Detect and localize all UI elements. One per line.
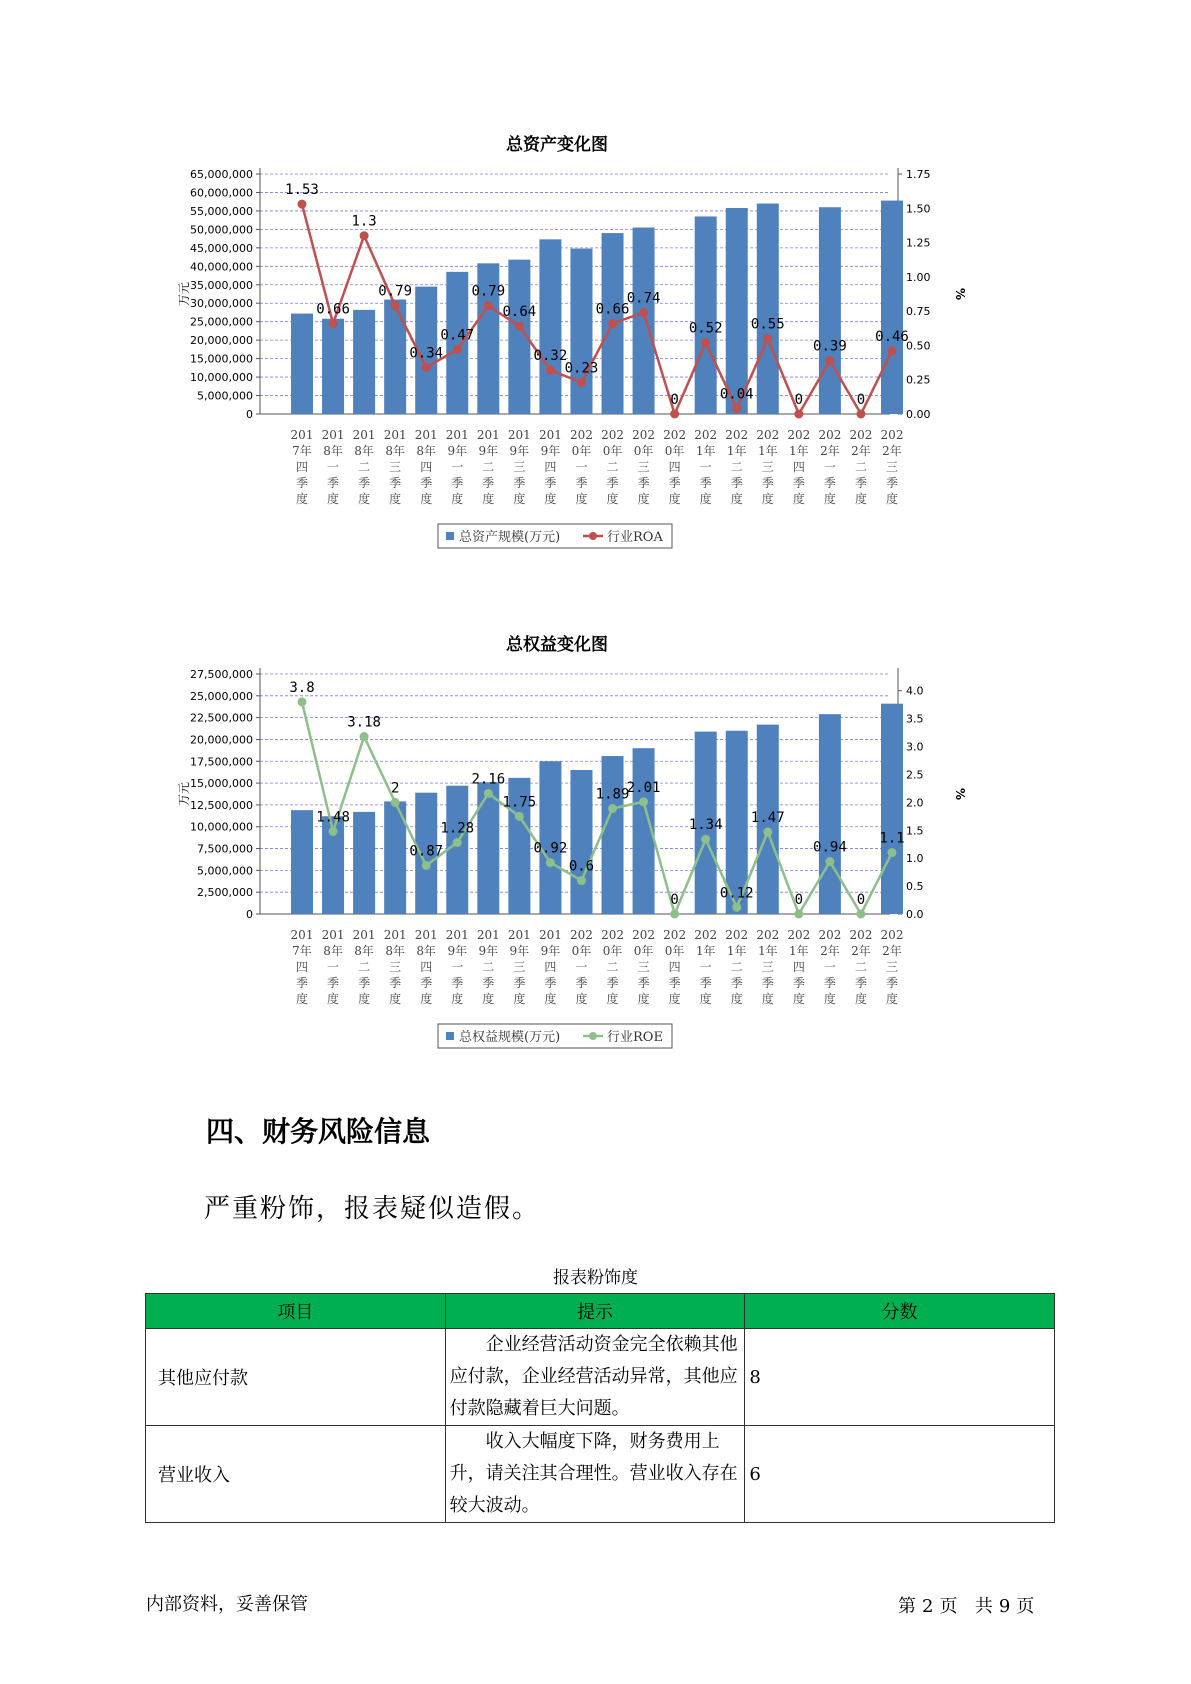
bar [291, 314, 313, 414]
x-tick-label: 202 2年一季度 [818, 928, 842, 1006]
total-assets-chart [170, 128, 970, 588]
x-tick-label: 201 9年三季度 [507, 428, 531, 506]
y-tick-label: 10,000,000 [190, 820, 253, 834]
data-label: 0 [856, 892, 866, 908]
data-label: 0.12 [719, 885, 754, 902]
data-label: 0 [670, 892, 679, 908]
data-label: 0.46 [875, 328, 909, 345]
line-point [391, 301, 400, 310]
line-point [888, 346, 897, 355]
y-tick-label: 2,500,000 [197, 886, 253, 900]
data-label: 1.1 [879, 830, 905, 847]
y-tick-label: 20,000,000 [190, 334, 253, 348]
y-tick-label: 27,500,000 [190, 668, 253, 681]
line-point [732, 903, 741, 912]
header-score: 分数 [745, 1294, 1055, 1329]
data-label: 0.47 [440, 327, 475, 344]
line-point [608, 319, 617, 328]
data-label: 0 [856, 392, 866, 408]
line-point [608, 804, 617, 813]
line-point [763, 827, 772, 836]
y-tick-label: 30,000,000 [190, 297, 253, 311]
data-label: 0 [794, 892, 804, 908]
data-label: 1.3 [351, 213, 377, 230]
legend-bar-label: 总权益规模(万元) [459, 1030, 561, 1045]
legend-line-label: 行业ROE [607, 1030, 663, 1045]
y2-tick-label: 0.25 [906, 373, 931, 387]
line-point [453, 838, 462, 847]
y2-tick-label: 0.00 [906, 408, 931, 421]
data-label: 0.66 [595, 301, 630, 318]
x-tick-label: 201 8年三季度 [383, 428, 407, 506]
x-tick-label: 201 9年三季度 [507, 928, 531, 1006]
y-tick-label: 15,000,000 [190, 352, 253, 366]
bar [819, 207, 841, 414]
bar [726, 208, 748, 414]
y2-tick-label: 0.5 [906, 880, 924, 894]
y2-tick-label: 3.0 [906, 740, 924, 754]
line-point [515, 812, 524, 821]
x-tick-label: 201 7年四季度 [290, 928, 314, 1006]
line-point [763, 334, 772, 343]
line-point [546, 858, 555, 867]
data-label: 0 [670, 392, 679, 408]
bar [819, 714, 841, 914]
row-score: 8 [745, 1329, 1055, 1426]
data-label: 0.23 [564, 360, 599, 377]
bar [757, 204, 779, 414]
bar [446, 786, 468, 914]
line-point [360, 231, 369, 240]
y2-tick-label: 4.0 [906, 684, 924, 698]
line-point [639, 308, 648, 317]
bar [568, 770, 595, 914]
row-score: 6 [745, 1426, 1055, 1523]
bar [539, 761, 561, 914]
y-tick-label: 25,000,000 [190, 315, 253, 329]
y-tick-label: 0 [246, 908, 253, 921]
line-point [639, 797, 648, 806]
x-tick-label: 202 0年二季度 [601, 928, 624, 1006]
line-point [484, 789, 493, 798]
data-label: 0.34 [409, 345, 444, 362]
x-tick-label: 201 9年四季度 [538, 928, 562, 1006]
data-label: 0.64 [502, 304, 537, 321]
table-caption: 报表粉饰度 [553, 1268, 638, 1288]
y2-tick-label: 0.50 [906, 339, 931, 353]
line-point [515, 322, 524, 331]
row-hint: 企业经营活动资金完全依赖其他应付款，企业经营活动异常，其他应付款隐藏着巨大问题。 [445, 1329, 745, 1426]
y2-axis-label: % [953, 787, 967, 801]
data-label: 0.52 [688, 320, 723, 337]
footer-confidential: 内部资料，妥善保管 [146, 1594, 308, 1615]
line-point [484, 301, 493, 310]
x-tick-label: 201 8年四季度 [414, 428, 438, 506]
x-tick-label: 202 0年三季度 [632, 928, 656, 1006]
y2-tick-label: 1.5 [906, 824, 924, 838]
page-total-prefix: 共 [974, 1596, 993, 1617]
x-tick-label: 201 9年四季度 [538, 428, 562, 506]
line-point [391, 798, 400, 807]
y2-tick-label: 0.75 [906, 305, 931, 319]
data-label: 1.75 [502, 794, 537, 811]
x-tick-label: 202 1年四季度 [787, 928, 811, 1006]
line-point [701, 338, 710, 347]
x-tick-label: 201 8年一季度 [321, 428, 345, 506]
line-point [701, 835, 710, 844]
data-label: 2.01 [626, 779, 661, 796]
line-point [794, 910, 803, 919]
x-tick-label: 201 9年二季度 [476, 928, 500, 1006]
header-item: 项目 [146, 1294, 446, 1329]
chart-title: 总权益变化图 [506, 635, 608, 655]
data-label: 2.16 [471, 771, 506, 788]
legend-bar-swatch [446, 1032, 454, 1040]
line-point [453, 345, 462, 354]
bar [291, 810, 313, 914]
x-tick-label: 202 1年三季度 [756, 428, 780, 506]
line-point [670, 410, 679, 419]
page-total: 9 [998, 1596, 1011, 1617]
row-hint: 收入大幅度下降，财务费用上升，请关注其合理性。营业收入存在较大波动。 [445, 1426, 745, 1523]
x-tick-label: 202 0年一季度 [570, 428, 593, 506]
bar [602, 756, 624, 914]
data-label: 0.39 [813, 338, 847, 355]
data-label: 3.8 [289, 679, 315, 696]
line-point [577, 876, 586, 885]
data-label: 0.79 [378, 283, 413, 300]
line-point [825, 857, 834, 866]
y2-tick-label: 3.5 [906, 712, 924, 726]
bar [695, 216, 717, 414]
footer-page-number [895, 1592, 1037, 1618]
x-tick-label: 202 2年二季度 [849, 928, 873, 1006]
chart-svg [170, 128, 970, 588]
legend-bar-swatch [446, 532, 454, 540]
table-header-row [146, 1294, 1055, 1329]
y2-tick-label: 2.5 [906, 768, 924, 782]
x-tick-label: 202 1年四季度 [787, 428, 811, 506]
y-tick-label: 65,000,000 [190, 168, 253, 181]
line-point [732, 404, 741, 413]
line-point [329, 319, 338, 328]
data-label: 0.32 [533, 348, 568, 365]
y-tick-label: 45,000,000 [190, 241, 253, 255]
x-tick-label: 202 0年一季度 [570, 928, 593, 1006]
x-tick-label: 202 0年三季度 [632, 428, 656, 506]
bar [881, 201, 903, 414]
chart-title: 总资产变化图 [506, 135, 608, 155]
y2-tick-label: 0.0 [906, 908, 924, 921]
y-tick-label: 5,000,000 [197, 864, 253, 878]
y2-tick-label: 1.25 [906, 236, 931, 250]
data-label: 0 [794, 392, 804, 408]
x-tick-label: 201 7年四季度 [290, 428, 314, 506]
line-point [422, 363, 431, 372]
legend-bar-label: 总资产规模(万元) [459, 530, 561, 545]
x-tick-label: 202 0年二季度 [601, 428, 624, 506]
bar [539, 239, 561, 414]
data-label: 1.34 [688, 817, 723, 834]
data-label: 1.47 [750, 809, 785, 826]
bar [353, 310, 375, 414]
x-tick-label: 202 1年三季度 [756, 928, 780, 1006]
line-point [670, 910, 679, 919]
x-tick-label: 201 8年三季度 [383, 928, 407, 1006]
chart-svg [170, 628, 970, 1088]
x-tick-label: 202 0年四季度 [663, 428, 687, 506]
x-tick-label: 202 1年一季度 [694, 428, 718, 506]
x-tick-label: 202 2年三季度 [880, 928, 904, 1006]
y-tick-label: 17,500,000 [190, 755, 253, 769]
y-tick-label: 0 [246, 408, 253, 421]
x-tick-label: 202 1年二季度 [725, 428, 749, 506]
y-tick-label: 40,000,000 [190, 260, 253, 274]
y-axis-label: 万元 [177, 281, 191, 307]
y-tick-label: 15,000,000 [190, 777, 253, 791]
x-tick-label: 201 9年一季度 [445, 928, 469, 1006]
line-point [577, 378, 586, 387]
risk-table [145, 1293, 1055, 1523]
line-point [856, 410, 865, 419]
y-tick-label: 20,000,000 [190, 733, 253, 747]
page-suffix: 页 [1016, 1596, 1035, 1617]
x-tick-label: 202 2年二季度 [849, 428, 873, 506]
line-point [888, 848, 897, 857]
y2-tick-label: 1.75 [906, 168, 931, 181]
x-tick-label: 202 2年一季度 [818, 428, 842, 506]
data-label: 0.94 [813, 839, 847, 856]
header-hint: 提示 [445, 1294, 745, 1329]
line-point [298, 200, 307, 209]
y2-tick-label: 1.50 [906, 202, 931, 216]
legend-line-marker [589, 532, 597, 540]
data-label: 2 [390, 780, 400, 797]
x-tick-label: 201 9年一季度 [445, 428, 469, 506]
y-tick-label: 50,000,000 [190, 223, 253, 237]
legend-line-marker [589, 1032, 597, 1040]
x-tick-label: 201 8年一季度 [321, 928, 345, 1006]
bar [570, 249, 592, 414]
x-tick-label: 201 8年二季度 [352, 428, 376, 506]
line-point [794, 410, 803, 419]
data-label: 0.79 [471, 283, 506, 300]
data-label: 0.66 [316, 301, 350, 318]
row-item: 营业收入 [146, 1426, 446, 1523]
x-tick-label: 201 8年四季度 [414, 928, 438, 1006]
y2-tick-label: 1.00 [906, 270, 931, 284]
x-tick-label: 202 1年一季度 [694, 928, 718, 1006]
line-point [422, 861, 431, 870]
data-label: 1.89 [595, 786, 630, 803]
data-label: 0.87 [409, 843, 444, 860]
y2-tick-label: 2.0 [906, 796, 924, 810]
data-label: 1.48 [316, 809, 350, 826]
bar [384, 300, 406, 414]
y2-tick-label: 1.0 [906, 852, 924, 866]
data-label: 1.28 [440, 820, 475, 837]
legend-line-label: 行业ROA [607, 530, 663, 545]
y-tick-label: 55,000,000 [190, 204, 253, 218]
table-row [146, 1329, 1055, 1426]
y-tick-label: 5,000,000 [197, 389, 253, 403]
page-mid: 页 [939, 1596, 958, 1617]
total-equity-chart [170, 628, 970, 1088]
line-point [546, 366, 555, 375]
table-row [146, 1426, 1055, 1523]
bar [322, 319, 344, 414]
line-point [329, 827, 338, 836]
x-tick-label: 202 2年三季度 [880, 428, 904, 506]
y-tick-label: 12,500,000 [190, 798, 253, 812]
x-tick-label: 201 8年二季度 [352, 928, 376, 1006]
line-point [360, 732, 369, 741]
section-text: 严重粉饰，报表疑似造假。 [204, 1194, 541, 1224]
x-tick-label: 202 1年二季度 [725, 928, 749, 1006]
section-title: 四、财务风险信息 [206, 1115, 431, 1148]
y-tick-label: 35,000,000 [190, 278, 253, 292]
y-tick-label: 60,000,000 [190, 186, 253, 200]
line-point [825, 356, 834, 365]
line-point [856, 910, 865, 919]
page-current: 2 [922, 1596, 934, 1617]
bar [477, 782, 499, 914]
y-tick-label: 10,000,000 [190, 371, 253, 385]
data-label: 0.6 [568, 858, 595, 875]
data-label: 1.53 [285, 182, 319, 199]
y-tick-label: 25,000,000 [190, 689, 253, 703]
y2-axis-label: % [953, 287, 967, 301]
data-label: 0.74 [626, 290, 661, 307]
data-label: 0.55 [750, 316, 785, 333]
row-item: 其他应付款 [146, 1329, 446, 1426]
page-prefix: 第 [898, 1596, 916, 1617]
y-axis-label: 万元 [177, 781, 191, 807]
x-tick-label: 202 0年四季度 [663, 928, 687, 1006]
data-label: 0.04 [719, 386, 754, 403]
y-tick-label: 22,500,000 [190, 711, 253, 725]
data-label: 3.18 [347, 714, 381, 731]
bar [633, 228, 655, 414]
line-point [298, 697, 307, 706]
bar [881, 704, 903, 914]
x-tick-label: 201 9年二季度 [476, 428, 500, 506]
data-label: 0.92 [533, 840, 568, 857]
y-tick-label: 7,500,000 [197, 842, 253, 856]
bar [353, 812, 375, 914]
